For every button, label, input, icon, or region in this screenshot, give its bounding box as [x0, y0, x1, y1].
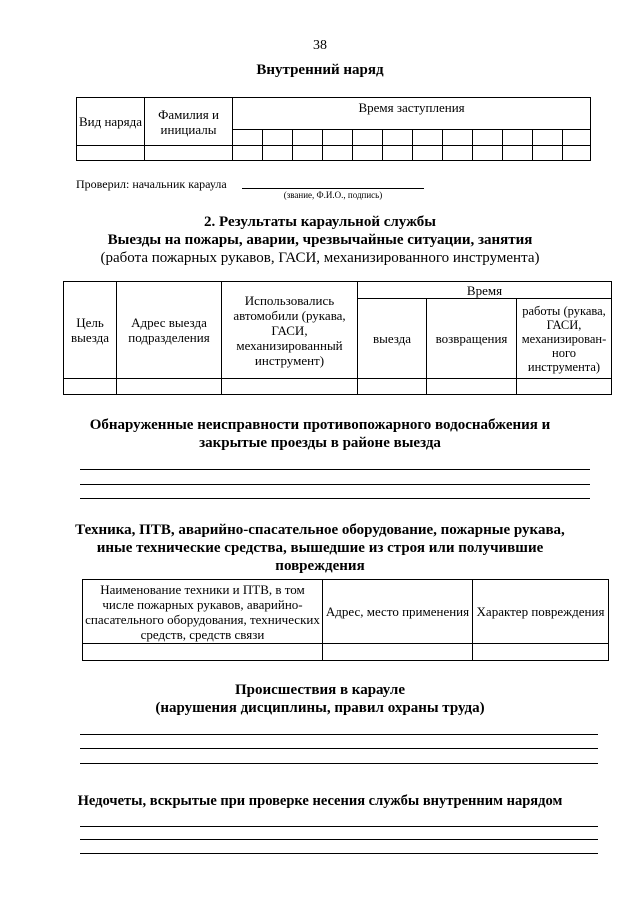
internal-duty-title: Внутренний наряд: [256, 62, 384, 78]
trips-table: [63, 281, 612, 395]
equipment-title-line3: повреждения: [275, 558, 365, 574]
faults-title-line2: закрытые проезды в районе выезда: [199, 435, 441, 451]
writing-line: [80, 763, 598, 764]
internal-duty-table: [76, 97, 591, 161]
writing-line: [80, 734, 598, 735]
col-purpose: Цель выезда: [64, 282, 117, 379]
signature-caption: (звание, Ф.И.О., подпись): [283, 190, 383, 200]
col-equipment-name: Наименование техники и ПТВ, в том числе пожарных рукавов, аварийно-спасательного оборудования, технических средств, средств связи: [83, 580, 323, 644]
shortcomings-title: Недочеты, вскрытые при проверке несения службы внутренним нарядом: [77, 793, 563, 809]
writing-line: [80, 853, 598, 854]
col-duty-type: Вид наряда: [77, 98, 145, 146]
equipment-title-line2: иные технические средства, вышедшие из строя или получившие: [96, 540, 544, 556]
writing-line: [80, 469, 590, 470]
col-work: работы (рукава, ГАСИ, механизирован-ного инструмента): [517, 299, 612, 379]
equipment-title-line1: Техника, ПТВ, аварийно-спасательное оборудование, пожарные рукава,: [75, 522, 565, 538]
checked-label: Проверил: начальник караула: [76, 177, 227, 191]
equipment-table: [82, 579, 609, 661]
section2-title: 2. Результаты караульной службы: [203, 214, 436, 230]
writing-line: [80, 498, 590, 499]
col-departure: выезда: [358, 299, 427, 379]
col-time: Время заступления: [233, 98, 591, 130]
writing-line: [80, 748, 598, 749]
col-address: Адрес выезда подразделения: [117, 282, 222, 379]
section2-subtitle: Выезды на пожары, аварии, чрезвычайные ситуации, занятия: [107, 232, 533, 248]
signature-line: [242, 188, 424, 189]
page-number: 38: [313, 38, 327, 53]
col-vehicles-used: Использовались автомобили (рукава, ГАСИ, механизированный инструмент): [222, 282, 358, 379]
table-row: [77, 146, 591, 161]
col-name: Фамилия и инициалы: [145, 98, 233, 146]
writing-line: [80, 484, 590, 485]
writing-line: [80, 826, 598, 827]
table-row: [64, 379, 612, 395]
col-time-group: Время: [358, 282, 612, 299]
writing-line: [80, 839, 598, 840]
incidents-title-line2: (нарушения дисциплины, правил охраны труда): [155, 700, 485, 716]
table-row: [83, 644, 609, 661]
col-damage: Характер повреждения: [473, 580, 609, 644]
col-return: возвращения: [427, 299, 517, 379]
col-equipment-address: Адрес, место применения: [323, 580, 473, 644]
section2-subtitle2: (работа пожарных рукавов, ГАСИ, механизированного инструмента): [100, 250, 540, 266]
incidents-title-line1: Происшествия в карауле: [235, 682, 405, 698]
faults-title-line1: Обнаруженные неисправности противопожарного водоснабжения и: [89, 417, 551, 433]
